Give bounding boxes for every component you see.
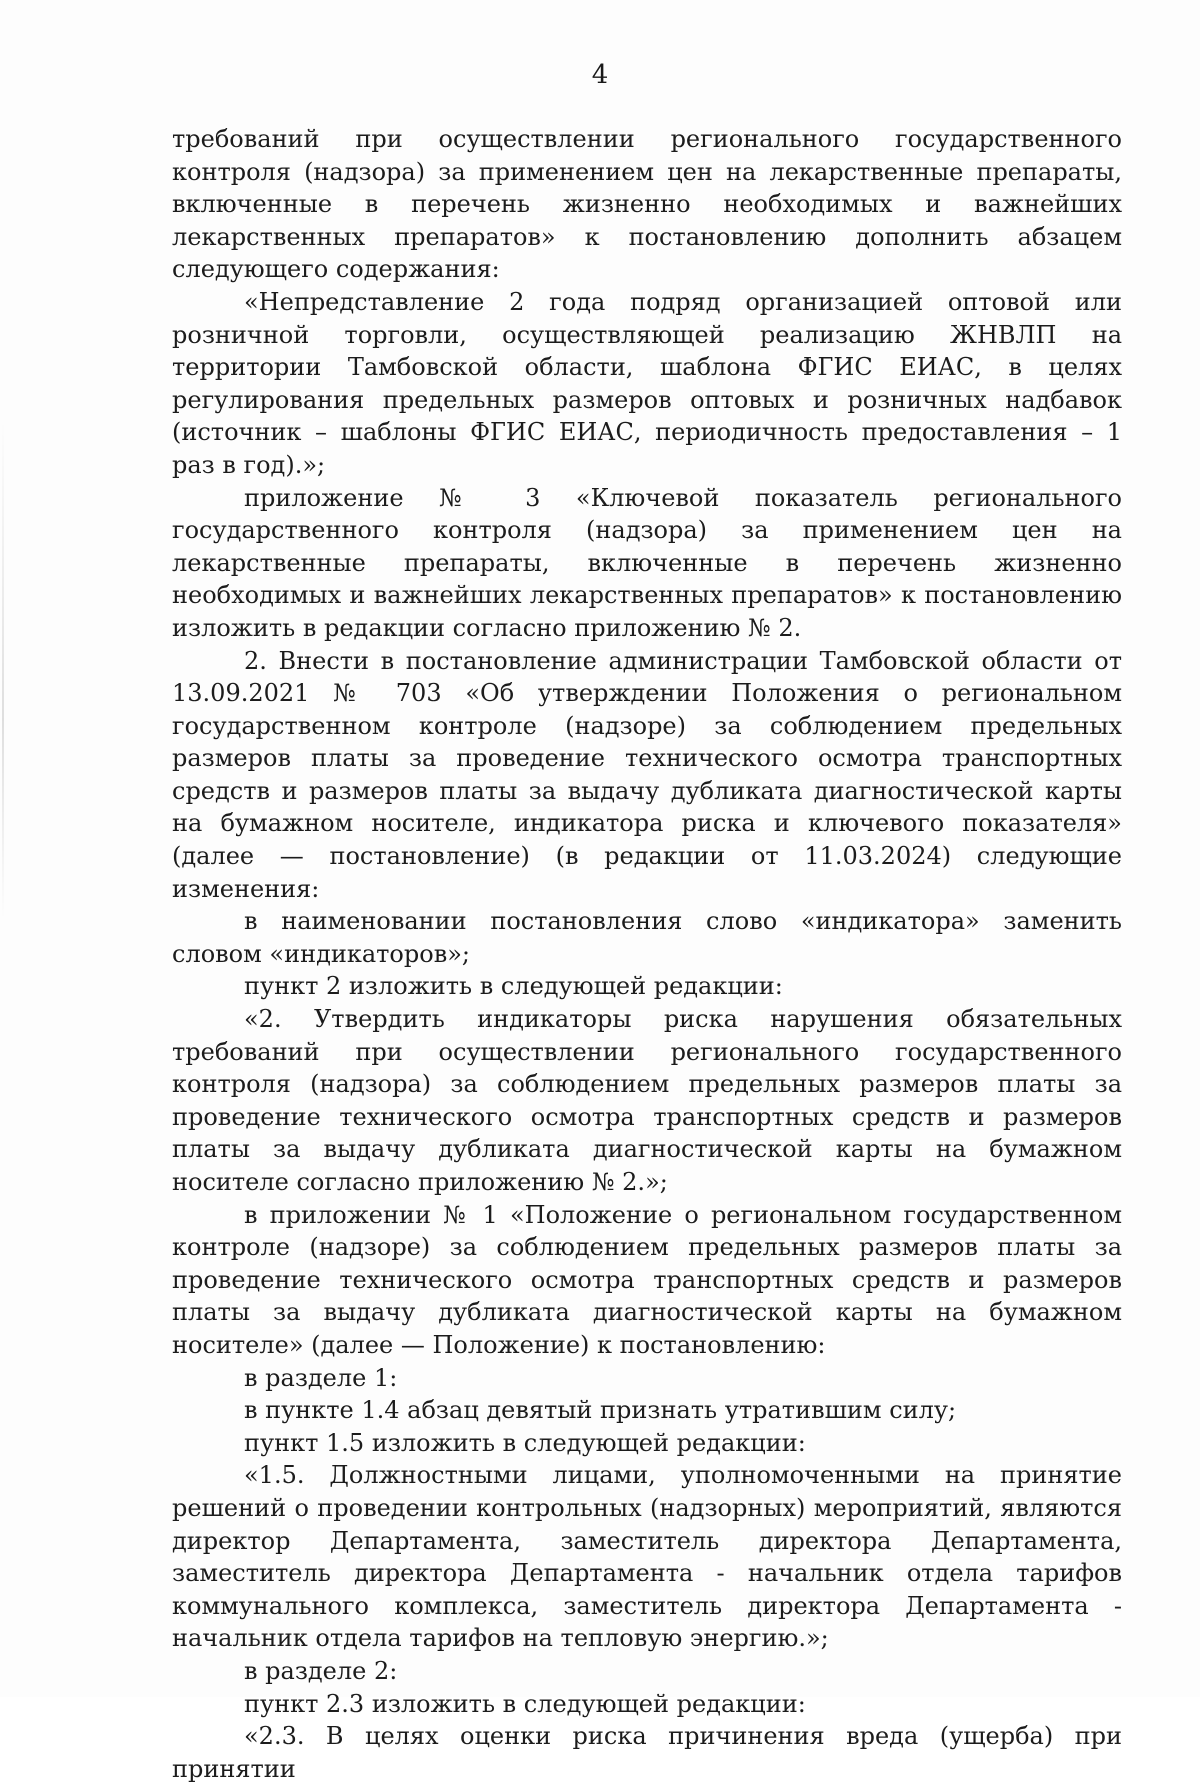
paragraph: требований при осуществлении регионального государственного контроля (надзора) за применением цен на лекарственные препараты, включенные в перечень жизненно необходимых и важнейших лекарственных препаратов» к постановлению дополнить абзацем следующего содержания:	[172, 125, 1122, 284]
paragraph: в приложении № 1 «Положение о региональном государственном контроле (надзоре) за соблюдением предельных размеров платы за проведение технического осмотра транспортных средств и размеров платы за выдачу дубликата диагностической карты на бумажном носителе» (далее — Положение) к постановлению:	[172, 1200, 1122, 1359]
paragraph: приложение № 3 «Ключевой показатель регионального государственного контроля (надзора) за применением цен на лекарственные препараты, включенные в перечень жизненно необходимых и важнейших лекарственных препаратов» к постановлению изложить в редакции согласно приложению № 2.	[172, 483, 1122, 642]
paragraph: «2.3. В целях оценки риска причинения вреда (ущерба) при принятии	[172, 1722, 1122, 1783]
paragraph: пункт 1.5 изложить в следующей редакции:	[244, 1428, 806, 1457]
paragraph: пункт 2 изложить в следующей редакции:	[244, 972, 783, 1001]
paragraph: в пункте 1.4 абзац девятый признать утратившим силу;	[244, 1396, 957, 1425]
paragraph: пункт 2.3 изложить в следующей редакции:	[244, 1689, 806, 1718]
paragraph: «Непредставление 2 года подряд организацией оптовой или розничной торговли, осуществляющей реализацию ЖНВЛП на территории Тамбовской области, шаблона ФГИС ЕИАС, в целях регулирования предельных размеров оптовых и розничных надбавок (источник – шаблоны ФГИС ЕИАС, периодичность предоставления – 1 раз в год).»;	[172, 287, 1122, 479]
page-number: 4	[591, 60, 609, 90]
paragraph: «1.5. Должностными лицами, уполномоченными на принятие решений о проведении контрольных (надзорных) мероприятий, являются директор Департамента, заместитель директора Департамента, заместитель директора Департамента - начальник отдела тарифов коммунального комплекса, заместитель директора Департамента - начальник отдела тарифов на тепловую энергию.»;	[172, 1461, 1122, 1653]
paragraph: в наименовании постановления слово «индикатора» заменить словом «индикаторов»;	[172, 907, 1122, 968]
paragraph: 2. Внести в постановление администрации Тамбовской области от 13.09.2021 № 703 «Об утверждении Положения о региональном государственном контроле (надзоре) за соблюдением предельных размеров платы за проведение технического осмотра транспортных средств и размеров платы за выдачу дубликата диагностической карты на бумажном носителе, индикатора риска и ключевого показателя» (далее — постановление) (в редакции от 11.03.2024) следующие изменения:	[172, 646, 1122, 903]
document-body	[172, 123, 1122, 1785]
paragraph: в разделе 2:	[244, 1656, 398, 1685]
paragraph: «2. Утвердить индикаторы риска нарушения обязательных требований при осуществлении регионального государственного контроля (надзора) за соблюдением предельных размеров платы за проведение технического осмотра транспортных средств и размеров платы за выдачу дубликата диагностической карты на бумажном носителе согласно приложению № 2.»;	[172, 1005, 1122, 1196]
scan-edge-shadow	[2, 420, 4, 920]
paragraph: в разделе 1:	[244, 1363, 398, 1392]
